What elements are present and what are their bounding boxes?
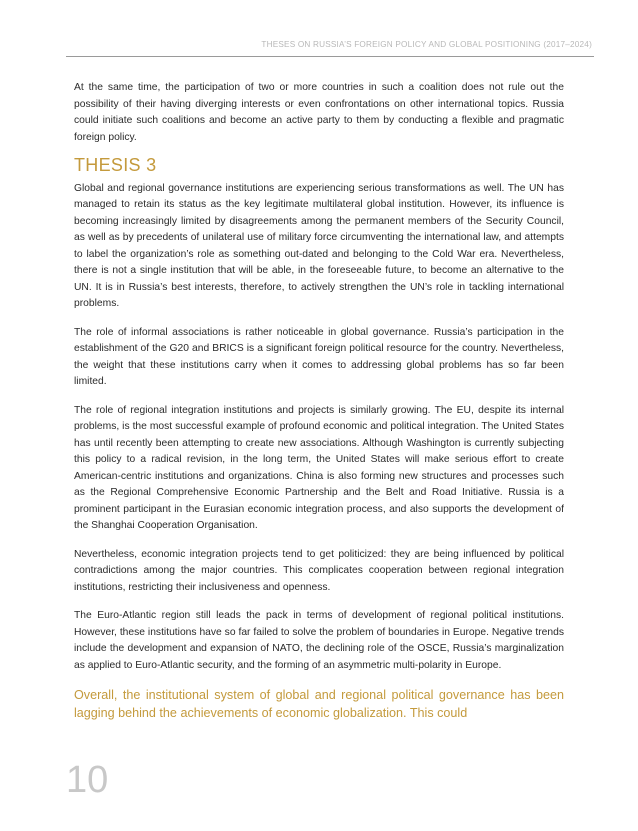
paragraph-regional-integration: The role of regional integration institutions and projects is similarly growing. The EU, despite its internal problems, is the most successful example of profound economic and political integration. The United States has until recently been attempting to create new associations. Although Washington is currently subjecting this policy to a radical revision, in the long term, the United States will make serious effort to create American-centric institutions and organizations. China is also forming new structures and processes such as the Regional Comprehensive Economic Partnership and the Belt and Road Initiative. Russia is a prominent participant in the Eurasian economic integration process, and also supports the development of the Shanghai Cooperation Organisation.	[74, 404, 564, 531]
paragraph-informal-associations: The role of informal associations is rather noticeable in global governance. Russia’s participation in the establishment of the G20 and BRICS is a significant foreign political resource for the country. Nevertheless, the weight that these institutions carry when it comes to addressing global problems has so far been limited.	[74, 326, 564, 387]
page-number: 10	[66, 759, 109, 801]
paragraph-euro-atlantic: The Euro-Atlantic region still leads the pack in terms of development of regional political institutions. However, these institutions have so far failed to solve the problem of boundaries in Europe. Negative trends include the development and expansion of NATO, the declining role of the OSCE, Russia’s marginalization as applied to Euro-Atlantic security, and the forming of an asymmetric multi-polarity in Europe.	[74, 610, 564, 671]
intro-paragraph: At the same time, the participation of two or more countries in such a coalition does not rule out the possibility of their having diverging interests or even confrontations on other international topics. Russia could initiate such coalitions and become an active party to them by conducting a flexible and pragmatic foreign policy.	[74, 82, 564, 143]
running-header: THESES ON RUSSIA’S FOREIGN POLICY AND GLOBAL POSITIONING (2017–2024)	[261, 40, 592, 49]
highlighted-conclusion: Overall, the institutional system of global and regional political governance has been lagging behind the achievements of economic globalization. This could	[74, 688, 564, 720]
page-body	[74, 80, 564, 737]
header-divider	[66, 56, 594, 57]
paragraph-politicization: Nevertheless, economic integration projects tend to get politicized: they are being influenced by political contradictions among the major countries. This complicates cooperation between regional integration institutions, restricting their inclusiveness and openness.	[74, 548, 564, 593]
thesis-heading: THESIS 3	[74, 155, 157, 175]
paragraph-un-governance: Global and regional governance institutions are experiencing serious transformations as well. The UN has managed to retain its status as the key legitimate multilateral global institution. However, its influence is becoming increasingly limited by disagreements among the permanent members of the Security Council, as well as by precedents of unilateral use of military force circumventing the international law, and attempts to label the organization’s role as something out-dated and belonging to the Cold War era. Nevertheless, there is not a single institution that will be able, in the foreseeable future, to become an alternative to the UN. It is in Russia’s best interests, therefore, to actively strengthen the UN’s role in tackling international problems.	[74, 182, 564, 309]
